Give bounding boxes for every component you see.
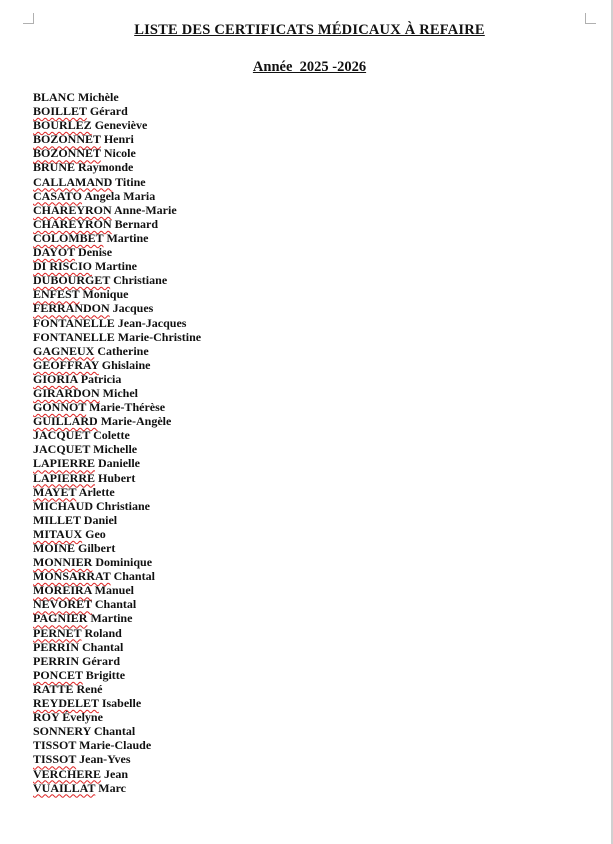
first-name: Chantal	[82, 639, 124, 654]
last-name: MICHAUD	[33, 498, 93, 513]
list-item	[33, 273, 201, 287]
list-item	[33, 485, 201, 499]
last-name: DI RISCIO	[33, 259, 93, 274]
list-item	[33, 372, 201, 386]
list-item	[33, 583, 201, 597]
last-name: CHAREYRON	[33, 216, 112, 231]
list-item	[33, 682, 201, 696]
first-name: Chantal	[94, 597, 137, 612]
last-name: VERCHERE	[33, 766, 102, 781]
list-item	[33, 668, 201, 682]
list-item	[33, 245, 201, 259]
last-name: COLOMBET	[33, 230, 104, 245]
list-item	[33, 442, 201, 456]
first-name: Évelyne	[62, 710, 103, 725]
last-name: MOINE	[33, 541, 75, 555]
list-item	[33, 231, 201, 245]
last-name: LAPIERRE	[33, 470, 96, 485]
first-name: Marie-Claude	[79, 738, 152, 753]
last-name: FONTANELLE	[33, 315, 115, 330]
last-name: SONNERY	[33, 724, 91, 739]
last-name: GEOFFRAY	[33, 357, 99, 372]
first-name: Martine	[90, 611, 133, 626]
last-name: PERNET	[33, 625, 82, 640]
last-name: BLANC	[33, 90, 76, 104]
first-name: Geo	[85, 526, 106, 541]
last-name: MITAUX	[33, 526, 83, 541]
first-name: Dominique	[95, 555, 153, 570]
first-name: Jean	[104, 766, 129, 781]
list-item	[33, 781, 201, 795]
first-name: Raymonde	[78, 160, 134, 175]
first-name: Jean-Jacques	[117, 315, 187, 330]
first-name: Anne-Marie	[114, 202, 177, 217]
person-list	[33, 90, 201, 795]
first-name: Chantal	[113, 569, 155, 584]
document-subtitle: Année 2025 -2026	[252, 59, 367, 75]
list-item	[33, 471, 201, 485]
first-name: Michel	[102, 385, 138, 400]
list-item	[33, 90, 201, 104]
list-item	[33, 160, 201, 174]
first-name: Michelle	[93, 442, 138, 457]
list-item	[33, 316, 201, 330]
first-name: Titine	[115, 174, 146, 189]
last-name: DAYOT	[33, 245, 76, 260]
first-name: Henri	[103, 132, 134, 147]
last-name: REYDELET	[33, 696, 99, 711]
list-item	[33, 287, 201, 301]
list-item	[33, 738, 201, 752]
last-name: VUAILLAT	[33, 780, 96, 795]
first-name: Colette	[93, 428, 130, 443]
first-name: Jean-Yves	[79, 752, 131, 767]
last-name: GIORIA	[33, 371, 78, 386]
last-name: BOZONNET	[33, 132, 101, 147]
list-item	[33, 597, 201, 611]
first-name: Catherine	[97, 343, 149, 358]
first-name: Marc	[98, 780, 127, 795]
first-name: Martine	[95, 259, 137, 274]
list-item	[33, 132, 201, 146]
list-item	[33, 259, 201, 273]
first-name: Daniel	[83, 512, 118, 527]
list-item	[33, 118, 201, 132]
last-name: CALLAMAND	[33, 174, 113, 189]
first-name: Chantal	[93, 724, 136, 739]
first-name: Angela Maria	[84, 188, 156, 203]
first-name: Christiane	[96, 498, 150, 513]
first-name: Gérard	[82, 653, 121, 668]
list-item	[33, 301, 201, 315]
list-item	[33, 414, 201, 428]
first-name: René	[76, 681, 103, 696]
first-name: Marie-Angèle	[100, 414, 172, 429]
list-item	[33, 217, 201, 231]
last-name: FONTANELLE	[33, 329, 115, 344]
list-item	[33, 400, 201, 414]
last-name: NEVORET	[33, 597, 92, 612]
last-name: JACQUET	[33, 442, 91, 457]
list-item	[33, 499, 201, 513]
last-name: JACQUET	[33, 428, 91, 443]
first-name: Geneviève	[94, 118, 148, 133]
last-name: MILLET	[33, 512, 81, 527]
last-name: BOURLEZ	[33, 118, 92, 133]
last-name: MONSARRAT	[33, 569, 111, 584]
list-item	[33, 358, 201, 372]
last-name: PONCET	[33, 667, 83, 682]
list-item	[33, 696, 201, 710]
first-name: Michèle	[78, 90, 119, 104]
first-name: Manuel	[94, 583, 135, 598]
last-name: CASATO	[33, 188, 82, 203]
last-name: MAYET	[33, 484, 77, 499]
first-name: Patricia	[80, 371, 122, 386]
last-name: GUILLARD	[33, 414, 98, 429]
first-name: Marie-Christine	[117, 329, 202, 344]
list-item	[33, 767, 201, 781]
list-item	[33, 330, 201, 344]
last-name: PERRIN	[33, 639, 80, 654]
list-item	[33, 146, 201, 160]
list-item	[33, 104, 201, 118]
list-item	[33, 344, 201, 358]
first-name: Brigitte	[85, 667, 126, 682]
first-name: Ghislaine	[101, 357, 151, 372]
last-name: RATTE	[33, 681, 74, 696]
last-name: GONNOT	[33, 400, 87, 415]
last-name: MONNIER	[33, 555, 93, 570]
last-name: TISSOT	[33, 738, 77, 753]
first-name: Denise	[78, 245, 113, 260]
last-name: FERRANDON	[33, 301, 110, 316]
list-item	[33, 527, 201, 541]
first-name: Arlette	[78, 484, 115, 499]
last-name: GAGNEUX	[33, 343, 95, 358]
first-name: Gérard	[89, 104, 128, 119]
last-name: CHAREYRON	[33, 202, 112, 217]
last-name: BOILLET	[33, 104, 87, 119]
first-name: Jacques	[112, 301, 154, 316]
first-name: Martine	[106, 230, 149, 245]
list-item	[33, 456, 201, 470]
first-name: Christiane	[113, 273, 168, 288]
list-item	[33, 203, 201, 217]
first-name: Isabelle	[101, 696, 142, 711]
last-name: GIRARDON	[33, 385, 100, 400]
last-name: BOZONNET	[33, 146, 101, 161]
last-name: PAGNIER	[33, 611, 88, 626]
first-name: Marie-Thérèse	[89, 400, 166, 415]
document-title: LISTE DES CERTIFICATS MÉDICAUX À REFAIRE	[134, 22, 485, 38]
list-item	[33, 654, 201, 668]
first-name: Bernard	[114, 216, 159, 231]
last-name: PERRIN	[33, 653, 80, 668]
last-name: TISSOT	[33, 752, 77, 767]
last-name: ROY	[33, 710, 60, 725]
first-name: Danielle	[98, 456, 141, 471]
last-name: MOREIRA	[33, 583, 92, 598]
list-item	[33, 569, 201, 583]
list-item	[33, 640, 201, 654]
list-item	[33, 611, 201, 625]
first-name: Roland	[84, 625, 122, 640]
list-item	[33, 175, 201, 189]
last-name: BRUNE	[33, 160, 76, 175]
list-item	[33, 626, 201, 640]
list-item	[33, 513, 201, 527]
list-item	[33, 386, 201, 400]
last-name: LAPIERRE	[33, 456, 96, 471]
list-item	[33, 555, 201, 569]
list-item	[33, 724, 201, 738]
last-name: ENFEST	[33, 287, 80, 302]
list-item	[33, 710, 201, 724]
list-item	[33, 541, 201, 555]
first-name: Hubert	[98, 470, 136, 485]
list-item	[33, 428, 201, 442]
first-name: Monique	[82, 287, 129, 302]
first-name: Gilbert	[78, 541, 116, 555]
list-item	[33, 752, 201, 766]
list-item	[33, 189, 201, 203]
first-name: Nicole	[103, 146, 136, 161]
last-name: DUBOURGET	[33, 273, 111, 288]
